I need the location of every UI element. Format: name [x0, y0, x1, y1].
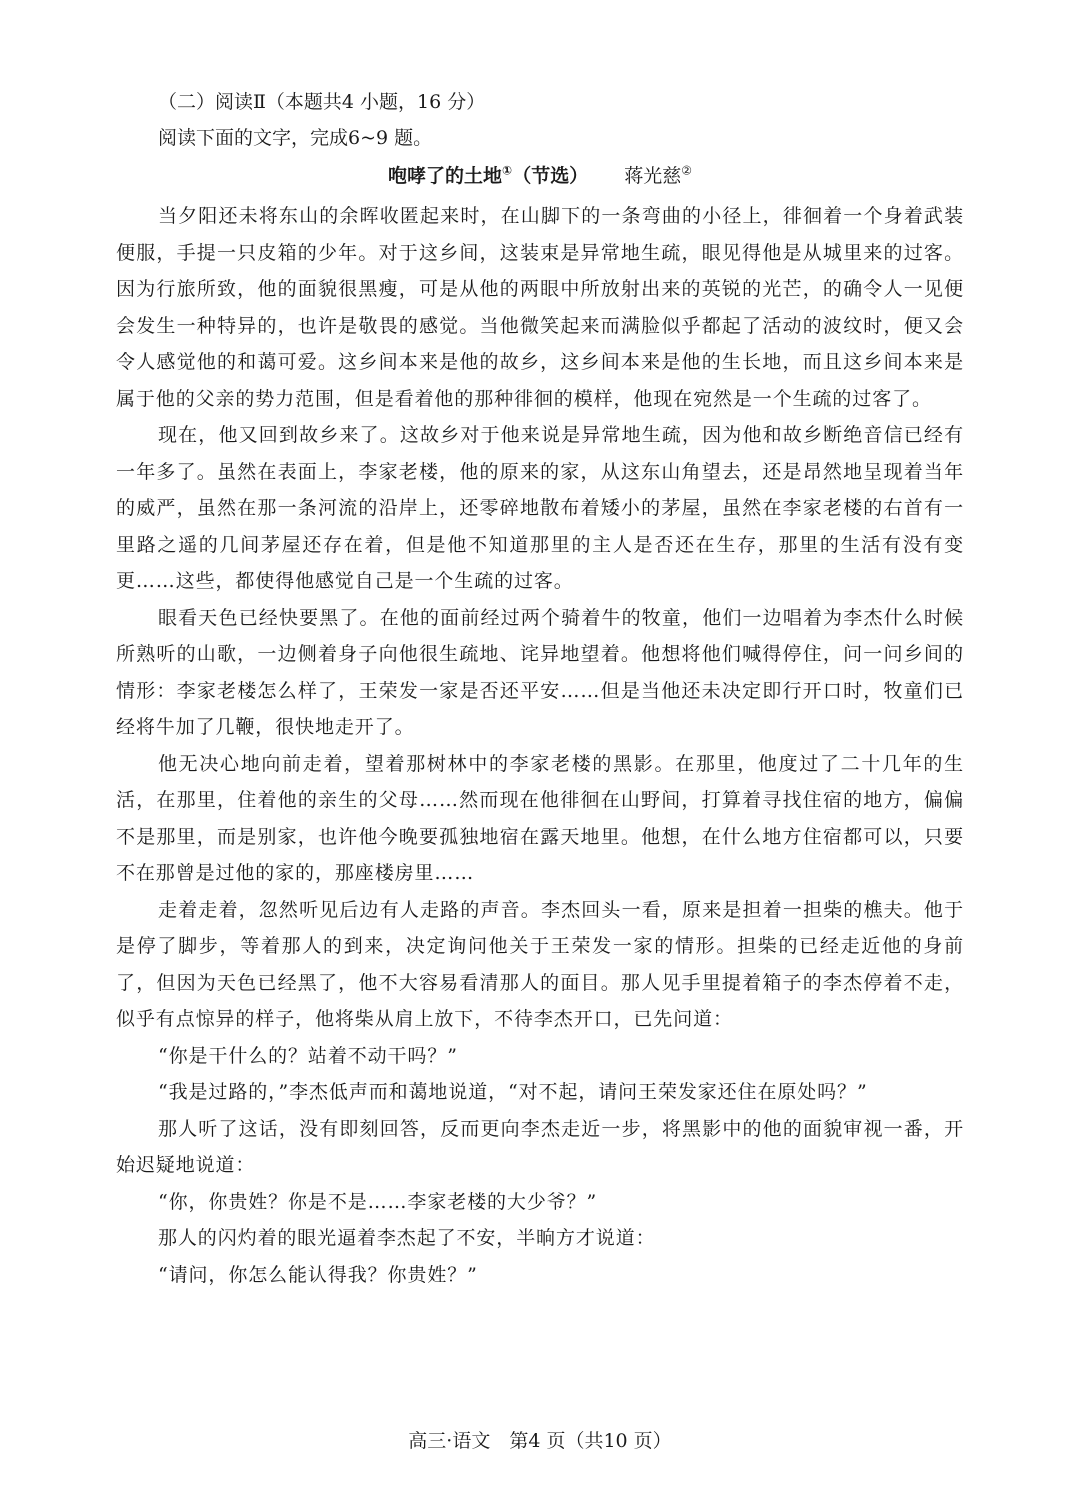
paragraph: 当夕阳还未将东山的余晖收匿起来时，在山脚下的一条弯曲的小径上，徘徊着一个身着武装便服，手提一只皮箱的少年。对于这乡间，这装束是异常地生疏，眼见得他是从城里来的过客。因为行旅所致，他的面貌很黑瘦，可是从他的两眼中所放射出来的英锐的光芒，的确令人一见便会发生一种特异的，也许是敬畏的感觉。当他微笑起来而满脸似乎都起了活动的波纹时，便又会令人感觉他的和蔼可爱。这乡间本来是他的故乡，这乡间本来是他的生长地，而且这乡间本来是属于他的父亲的势力范围，但是看着他的那种徘徊的模样，他现在宛然是一个生疏的过客了。 — [116, 205, 964, 410]
paragraph: 现在，他又回到故乡来了。这故乡对于他来说是异常地生疏，因为他和故乡断绝音信已经有一年多了。虽然在表面上，李家老楼，他的原来的家，从这东山角望去，还是昂然地呈现着当年的威严，虽然在那一条河流的沿岸上，还零碎地散布着矮小的茅屋，虽然在李家老楼的右首有一里路之遥的几间茅屋还存在着，但是他不知道那里的主人是否还在生存，那里的生活有没有变更……这些，都使得他感觉自己是一个生疏的过客。 — [116, 424, 964, 592]
exam-page — [116, 84, 964, 1293]
article-title-text: 咆哮了的土地 — [388, 165, 503, 187]
section-heading: （二）阅读Ⅱ（本题共4 小题，16 分） — [158, 91, 486, 113]
reading-instruction: 阅读下面的文字，完成6~9 题。 — [158, 127, 433, 149]
paragraph: 那人听了这话，没有即刻回答，反而更向李杰走近一步，将黑影中的他的面貌审视一番，开始迟疑地说道： — [116, 1117, 964, 1176]
author-name: 蒋光慈 — [624, 165, 682, 187]
paragraph: 眼看天色已经快要黑了。在他的面前经过两个骑着牛的牧童，他们一边唱着为李杰什么时候所熟听的山歌，一边侧着身子向他很生疏地、诧异地望着。他想将他们喊得停住，问一问乡间的情形：李家老楼怎么样了，王荣发一家是否还平安……但是当他还未决定即行开口时，牧童们已经将牛加了几鞭，很快地走开了。 — [116, 606, 964, 738]
excerpt-label: （节选） — [512, 165, 589, 187]
author-footnote-marker: ② — [681, 163, 692, 178]
article-body — [116, 198, 964, 1293]
paragraph: 走着走着，忽然听见后边有人走路的声音。李杰回头一看，原来是担着一担柴的樵夫。他于是停了脚步，等着那人的到来，决定询问他关于王荣发一家的情形。担柴的已经走近他的身前了，但因为天色已经黑了，他不大容易看清那人的面目。那人见手里提着箱子的李杰停着不走，似乎有点惊异的样子，他将柴从肩上放下，不待李杰开口，已先问道： — [116, 898, 964, 1030]
article-title-line — [116, 158, 964, 194]
dialogue-line: “请问，你怎么能认得我？你贵姓？” — [158, 1263, 478, 1286]
page-footer: 高三·语文 第4 页（共10 页） — [408, 1430, 672, 1452]
dialogue-line: “你，你贵姓？你是不是……李家老楼的大少爷？” — [158, 1190, 598, 1213]
paragraph: 那人的闪灼着的眼光逼着李杰起了不安，半晌方才说道： — [158, 1227, 656, 1249]
title-footnote-marker: ① — [502, 163, 513, 178]
dialogue-line: “我是过路的，”李杰低声而和蔼地说道，“对不起，请问王荣发家还住在原处吗？” — [158, 1081, 868, 1103]
paragraph: 他无决心地向前走着，望着那树林中的李家老楼的黑影。在那里，他度过了二十几年的生活，在那里，住着他的亲生的父母……然而现在他徘徊在山野间，打算着寻找住宿的地方，偏偏不是那里，而是别家，也许他今晚要孤独地宿在露天地里。他想，在什么地方住宿都可以，只要不在那曾是过他的家的，那座楼房里…… — [116, 752, 964, 884]
article-title — [388, 165, 588, 187]
dialogue-line: “你是干什么的？站着不动干吗？” — [158, 1044, 458, 1067]
article-author — [624, 165, 692, 187]
